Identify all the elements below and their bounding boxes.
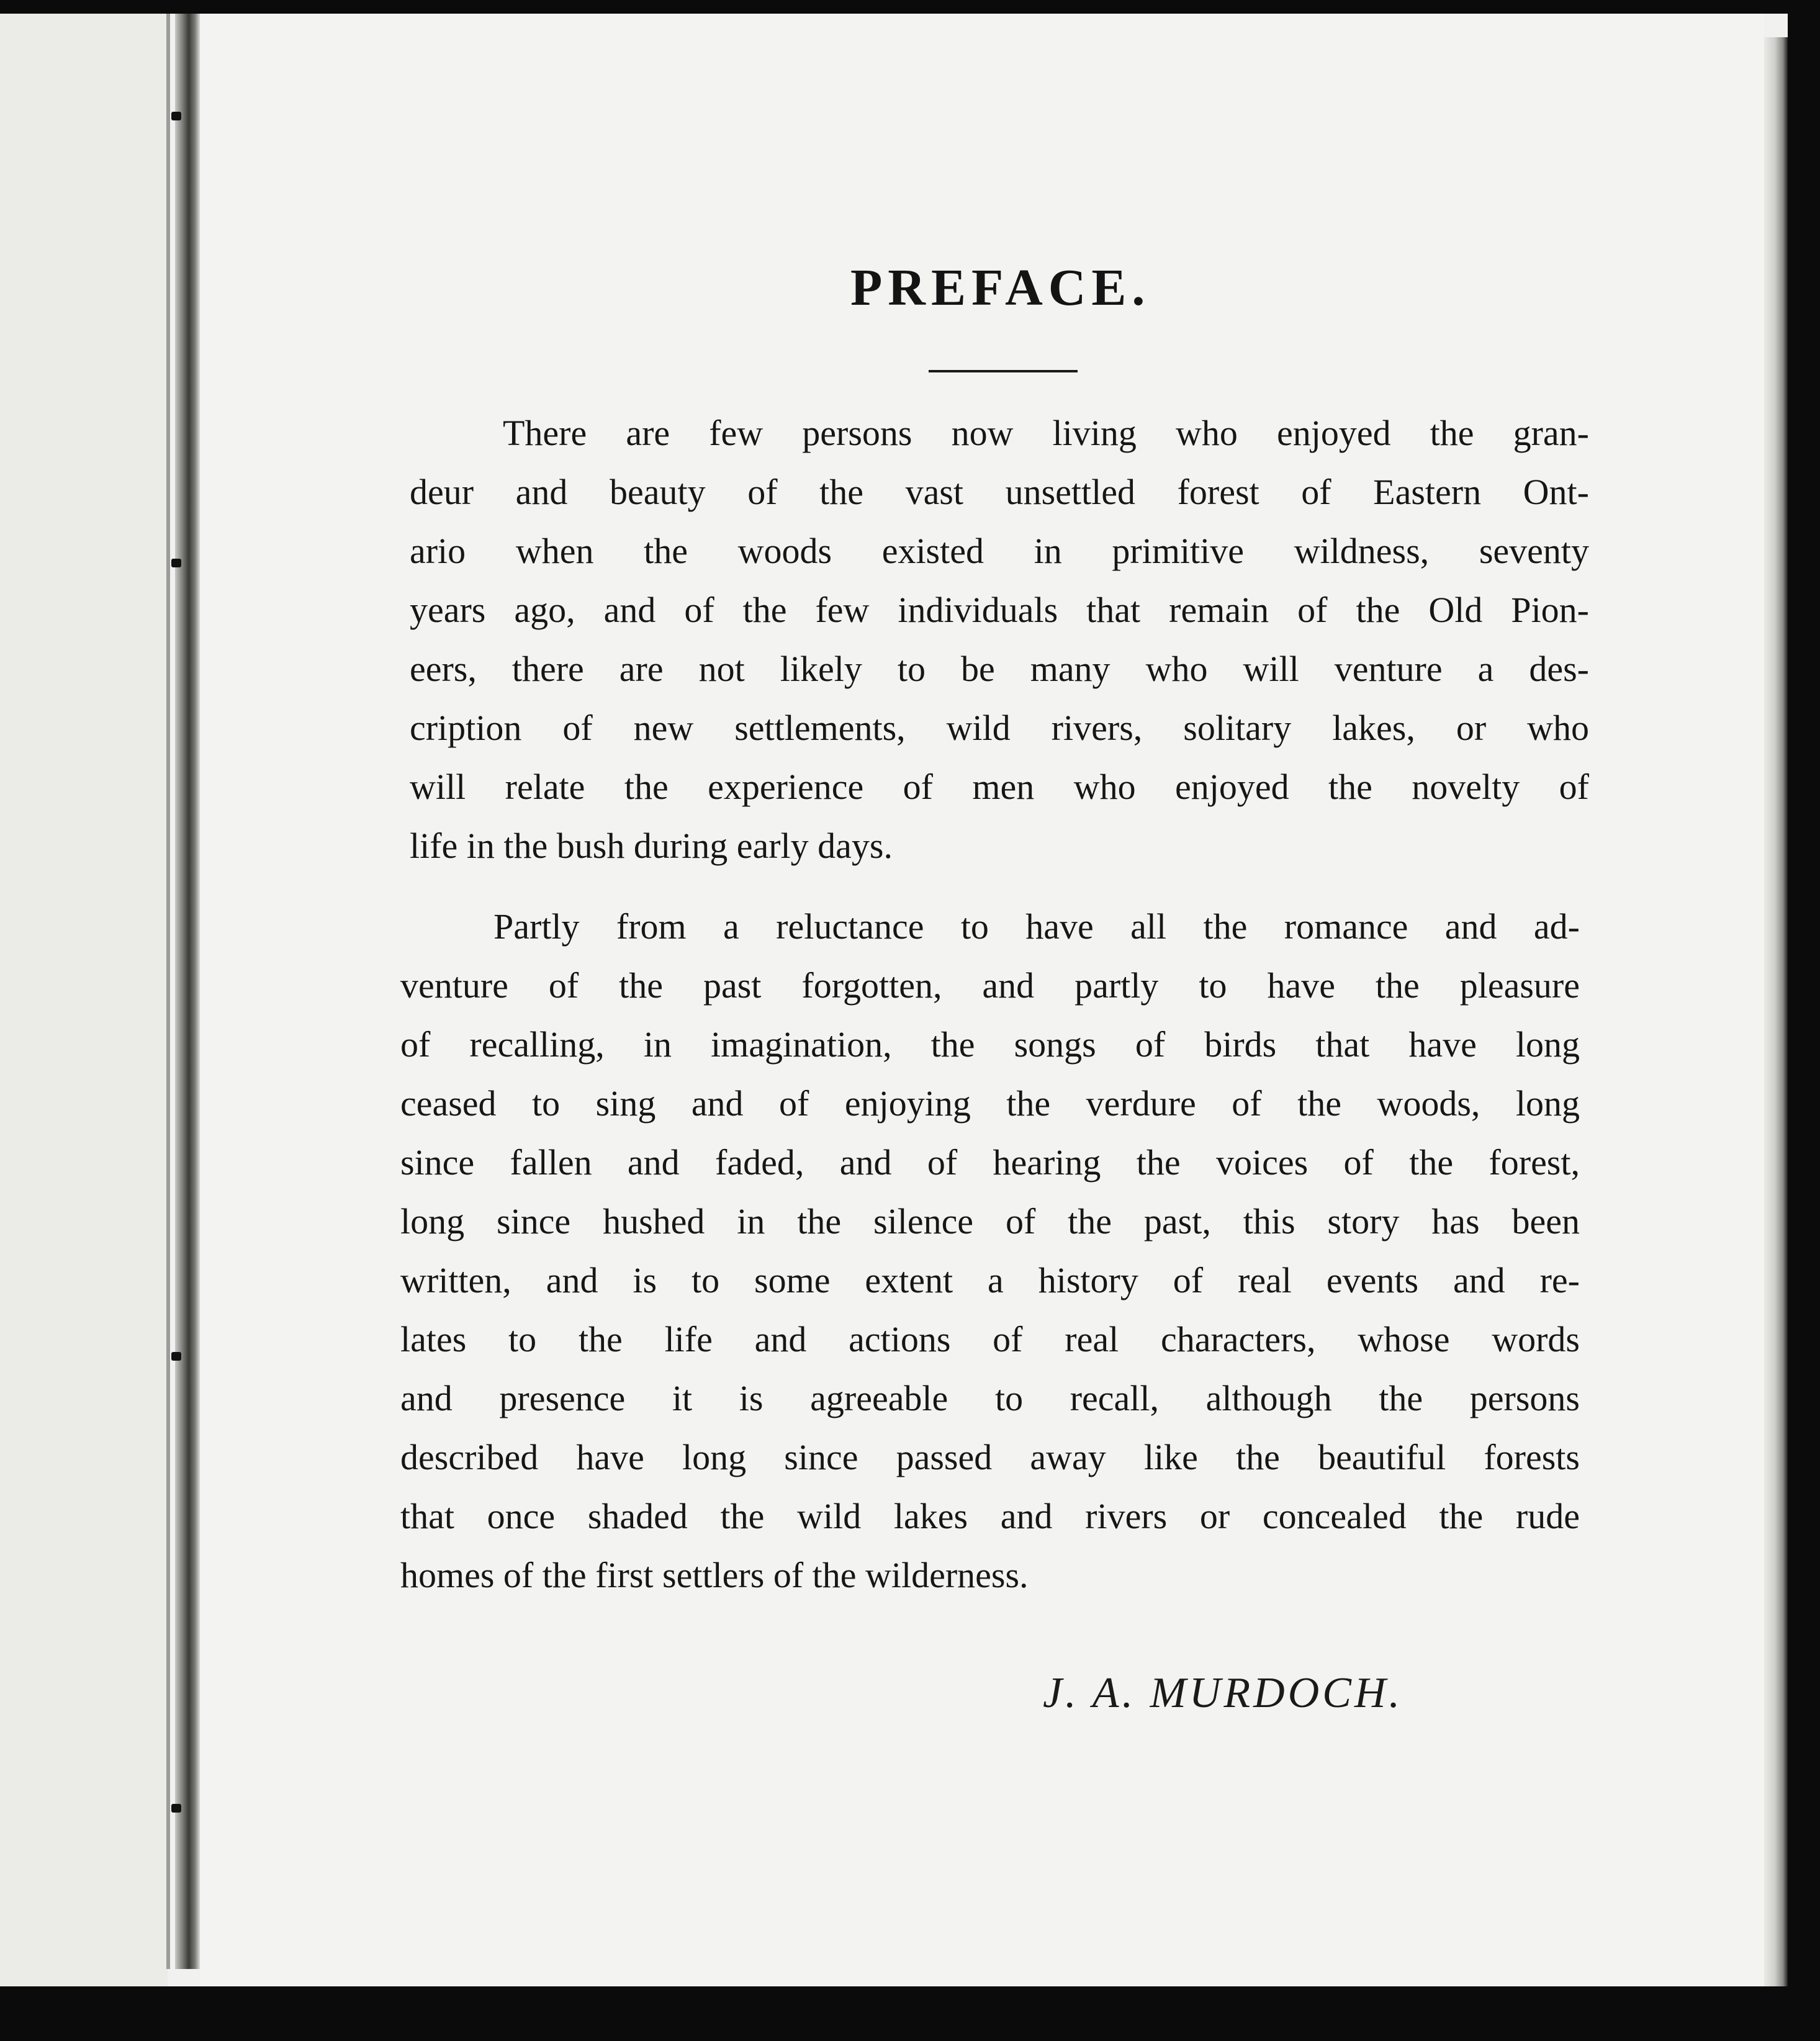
book-gutter (175, 14, 200, 1969)
text-line: written, and is to some extent a history of real events and re- (400, 1260, 1580, 1300)
author-signature: J. A. MURDOCH. (1043, 1669, 1403, 1717)
binding-mark (171, 112, 181, 120)
text-line: Partly from a reluctance to have all the romance and ad- (493, 906, 1580, 947)
text-line: venture of the past forgotten, and partly to have the pleasure (400, 965, 1580, 1006)
binding-mark (171, 1804, 181, 1813)
text-line: lates to the life and actions of real characters, whose words (400, 1319, 1580, 1359)
preface-paragraph-1 (410, 403, 1589, 875)
text-line: will relate the experience of men who enjoyed the novelty of (410, 767, 1589, 807)
text-line: of recalling, in imagination, the songs of birds that have long (400, 1024, 1580, 1065)
page-edge (1764, 37, 1788, 1986)
text-line: that once shaded the wild lakes and rivers or concealed the rude (400, 1496, 1580, 1536)
text-line: deur and beauty of the vast unsettled forest of Eastern Ont- (410, 472, 1589, 512)
text-line: life in the bush during early days. (410, 826, 893, 866)
text-line: ceased to sing and of enjoying the verdure of the woods, long (400, 1083, 1580, 1124)
preface-paragraph-2 (400, 897, 1580, 1605)
text-line: There are few persons now living who enjoyed the gran- (503, 413, 1589, 453)
text-line: homes of the first settlers of the wilderness. (400, 1555, 1029, 1595)
binding-mark (171, 559, 181, 567)
gutter-line (166, 14, 170, 1969)
text-line: and presence it is agreeable to recall, although the persons (400, 1378, 1580, 1418)
text-line: years ago, and of the few individuals that remain of the Old Pion- (410, 590, 1589, 630)
text-line: long since hushed in the silence of the past, this story has been (400, 1201, 1580, 1241)
binding-mark (171, 1352, 181, 1361)
facing-page (0, 14, 168, 1986)
text-line: described have long since passed away like the beautiful forests (400, 1437, 1580, 1477)
title-rule (929, 370, 1078, 372)
scan-border-top (0, 0, 1820, 14)
text-line: since fallen and faded, and of hearing the voices of the forest, (400, 1142, 1580, 1183)
text-line: ario when the woods existed in primitive wildness, seventy (410, 531, 1589, 571)
text-line: eers, there are not likely to be many who will venture a des- (410, 649, 1589, 689)
scan-border-right (1788, 0, 1820, 2041)
scan-border-bottom (0, 1986, 1820, 2041)
text-line: cription of new settlements, wild rivers, solitary lakes, or who (410, 708, 1589, 748)
page-title: PREFACE. (850, 259, 1151, 317)
